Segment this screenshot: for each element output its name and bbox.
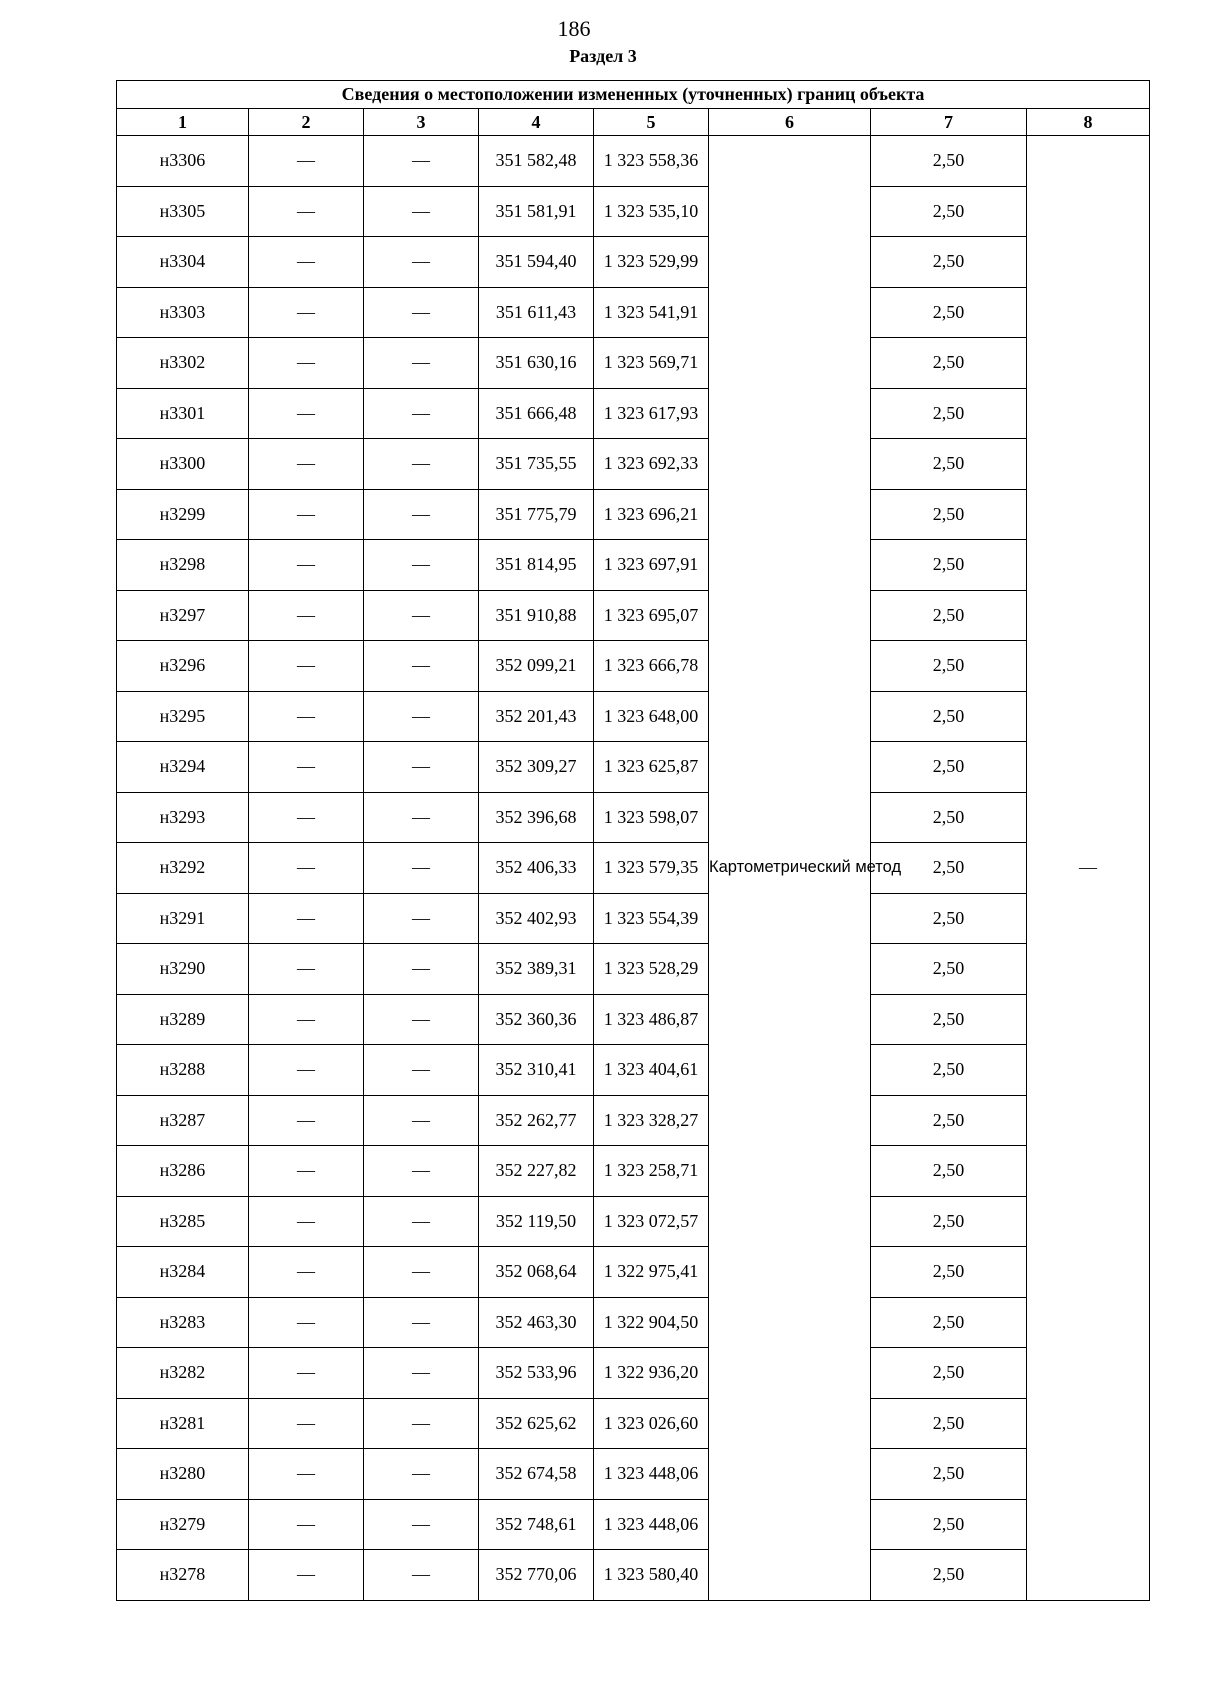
x-coordinate-cell: 352 310,41 [479, 1045, 594, 1096]
accuracy-cell: 2,50 [871, 1247, 1027, 1298]
column-3-cell: — [364, 1499, 479, 1550]
table-caption: Сведения о местоположении измененных (уточненных) границ объекта [117, 81, 1150, 109]
column-3-cell: — [364, 237, 479, 288]
y-coordinate-cell: 1 323 580,40 [594, 1550, 709, 1601]
table-row [117, 1449, 1150, 1500]
table-row [117, 338, 1150, 389]
x-coordinate-cell: 352 360,36 [479, 994, 594, 1045]
point-name-cell: н3287 [117, 1095, 249, 1146]
table-row [117, 691, 1150, 742]
table-row [117, 1146, 1150, 1197]
column-2-cell: — [249, 893, 364, 944]
column-3-cell: — [364, 1550, 479, 1601]
y-coordinate-cell: 1 323 541,91 [594, 287, 709, 338]
x-coordinate-cell: 352 396,68 [479, 792, 594, 843]
column-2-cell: — [249, 439, 364, 490]
point-name-cell: н3286 [117, 1146, 249, 1197]
column-8-cell: — [1027, 136, 1150, 1601]
column-number-6: 6 [709, 109, 871, 136]
table-row [117, 994, 1150, 1045]
column-3-cell: — [364, 944, 479, 995]
y-coordinate-cell: 1 323 598,07 [594, 792, 709, 843]
accuracy-cell: 2,50 [871, 742, 1027, 793]
point-name-cell: н3289 [117, 994, 249, 1045]
column-3-cell: — [364, 994, 479, 1045]
table-row [117, 843, 1150, 894]
x-coordinate-cell: 351 581,91 [479, 186, 594, 237]
table-row [117, 1045, 1150, 1096]
column-3-cell: — [364, 540, 479, 591]
point-name-cell: н3285 [117, 1196, 249, 1247]
x-coordinate-cell: 352 262,77 [479, 1095, 594, 1146]
y-coordinate-cell: 1 323 648,00 [594, 691, 709, 742]
column-3-cell: — [364, 1045, 479, 1096]
y-coordinate-cell: 1 323 404,61 [594, 1045, 709, 1096]
column-3-cell: — [364, 1348, 479, 1399]
accuracy-cell: 2,50 [871, 1297, 1027, 1348]
column-3-cell: — [364, 388, 479, 439]
column-3-cell: — [364, 1247, 479, 1298]
y-coordinate-cell: 1 323 695,07 [594, 590, 709, 641]
column-2-cell: — [249, 1045, 364, 1096]
table-row [117, 944, 1150, 995]
column-3-cell: — [364, 338, 479, 389]
column-3-cell: — [364, 792, 479, 843]
table-row [117, 1348, 1150, 1399]
table-row [117, 893, 1150, 944]
column-number-7: 7 [871, 109, 1027, 136]
column-2-cell: — [249, 489, 364, 540]
column-number-8: 8 [1027, 109, 1150, 136]
y-coordinate-cell: 1 323 528,29 [594, 944, 709, 995]
point-name-cell: н3306 [117, 136, 249, 187]
accuracy-cell: 2,50 [871, 1146, 1027, 1197]
column-2-cell: — [249, 994, 364, 1045]
column-2-cell: — [249, 1398, 364, 1449]
y-coordinate-cell: 1 323 569,71 [594, 338, 709, 389]
x-coordinate-cell: 351 630,16 [479, 338, 594, 389]
x-coordinate-cell: 352 625,62 [479, 1398, 594, 1449]
accuracy-cell: 2,50 [871, 893, 1027, 944]
accuracy-cell: 2,50 [871, 540, 1027, 591]
accuracy-cell: 2,50 [871, 1196, 1027, 1247]
accuracy-cell: 2,50 [871, 186, 1027, 237]
column-2-cell: — [249, 691, 364, 742]
table-row [117, 439, 1150, 490]
column-3-cell: — [364, 641, 479, 692]
column-3-cell: — [364, 1398, 479, 1449]
accuracy-cell: 2,50 [871, 1550, 1027, 1601]
accuracy-cell: 2,50 [871, 287, 1027, 338]
y-coordinate-cell: 1 323 697,91 [594, 540, 709, 591]
x-coordinate-cell: 351 582,48 [479, 136, 594, 187]
accuracy-cell: 2,50 [871, 489, 1027, 540]
x-coordinate-cell: 352 119,50 [479, 1196, 594, 1247]
table-body [117, 136, 1150, 1601]
x-coordinate-cell: 352 402,93 [479, 893, 594, 944]
column-2-cell: — [249, 1348, 364, 1399]
y-coordinate-cell: 1 323 617,93 [594, 388, 709, 439]
accuracy-cell: 2,50 [871, 994, 1027, 1045]
column-2-cell: — [249, 1499, 364, 1550]
y-coordinate-cell: 1 323 529,99 [594, 237, 709, 288]
point-name-cell: н3295 [117, 691, 249, 742]
point-name-cell: н3301 [117, 388, 249, 439]
accuracy-cell: 2,50 [871, 1449, 1027, 1500]
column-2-cell: — [249, 792, 364, 843]
point-name-cell: н3292 [117, 843, 249, 894]
point-name-cell: н3294 [117, 742, 249, 793]
y-coordinate-cell: 1 323 554,39 [594, 893, 709, 944]
y-coordinate-cell: 1 323 696,21 [594, 489, 709, 540]
table-row [117, 1499, 1150, 1550]
column-3-cell: — [364, 893, 479, 944]
accuracy-cell: 2,50 [871, 1045, 1027, 1096]
table-row [117, 641, 1150, 692]
point-name-cell: н3282 [117, 1348, 249, 1399]
column-number-5: 5 [594, 109, 709, 136]
table-row [117, 590, 1150, 641]
x-coordinate-cell: 351 666,48 [479, 388, 594, 439]
table-row [117, 489, 1150, 540]
table-row [117, 388, 1150, 439]
x-coordinate-cell: 352 748,61 [479, 1499, 594, 1550]
point-name-cell: н3304 [117, 237, 249, 288]
column-2-cell: — [249, 1095, 364, 1146]
y-coordinate-cell: 1 322 936,20 [594, 1348, 709, 1399]
column-2-cell: — [249, 186, 364, 237]
y-coordinate-cell: 1 323 579,35 [594, 843, 709, 894]
column-number-1: 1 [117, 109, 249, 136]
method-cell: Картометрический метод [709, 136, 871, 1601]
accuracy-cell: 2,50 [871, 1499, 1027, 1550]
x-coordinate-cell: 352 406,33 [479, 843, 594, 894]
column-3-cell: — [364, 843, 479, 894]
column-number-3: 3 [364, 109, 479, 136]
column-number-2: 2 [249, 109, 364, 136]
table-row [117, 136, 1150, 187]
x-coordinate-cell: 351 611,43 [479, 287, 594, 338]
x-coordinate-cell: 352 201,43 [479, 691, 594, 742]
accuracy-cell: 2,50 [871, 1348, 1027, 1399]
table-row [117, 540, 1150, 591]
column-2-cell: — [249, 1247, 364, 1298]
page-number: 186 [557, 16, 591, 41]
x-coordinate-cell: 352 068,64 [479, 1247, 594, 1298]
x-coordinate-cell: 351 814,95 [479, 540, 594, 591]
accuracy-cell: 2,50 [871, 136, 1027, 187]
column-2-cell: — [249, 338, 364, 389]
x-coordinate-cell: 352 389,31 [479, 944, 594, 995]
table-row [117, 287, 1150, 338]
accuracy-cell: 2,50 [871, 1398, 1027, 1449]
column-2-cell: — [249, 1550, 364, 1601]
accuracy-cell: 2,50 [871, 792, 1027, 843]
accuracy-cell: 2,50 [871, 439, 1027, 490]
column-3-cell: — [364, 489, 479, 540]
table-row [117, 792, 1150, 843]
column-2-cell: — [249, 742, 364, 793]
y-coordinate-cell: 1 323 666,78 [594, 641, 709, 692]
column-2-cell: — [249, 641, 364, 692]
x-coordinate-cell: 352 674,58 [479, 1449, 594, 1500]
y-coordinate-cell: 1 323 328,27 [594, 1095, 709, 1146]
point-name-cell: н3291 [117, 893, 249, 944]
boundary-coordinates-table [116, 80, 1150, 1601]
y-coordinate-cell: 1 323 625,87 [594, 742, 709, 793]
table-row [117, 1550, 1150, 1601]
point-name-cell: н3302 [117, 338, 249, 389]
point-name-cell: н3303 [117, 287, 249, 338]
column-3-cell: — [364, 439, 479, 490]
column-3-cell: — [364, 742, 479, 793]
y-coordinate-cell: 1 323 448,06 [594, 1449, 709, 1500]
y-coordinate-cell: 1 322 904,50 [594, 1297, 709, 1348]
table-row [117, 237, 1150, 288]
point-name-cell: н3280 [117, 1449, 249, 1500]
accuracy-cell: 2,50 [871, 388, 1027, 439]
point-name-cell: н3283 [117, 1297, 249, 1348]
point-name-cell: н3298 [117, 540, 249, 591]
point-name-cell: н3281 [117, 1398, 249, 1449]
accuracy-cell: 2,50 [871, 338, 1027, 389]
x-coordinate-cell: 351 735,55 [479, 439, 594, 490]
column-2-cell: — [249, 1449, 364, 1500]
table-row [117, 1196, 1150, 1247]
column-2-cell: — [249, 1297, 364, 1348]
accuracy-cell: 2,50 [871, 641, 1027, 692]
column-3-cell: — [364, 287, 479, 338]
section-title: Раздел 3 [569, 46, 637, 66]
point-name-cell: н3279 [117, 1499, 249, 1550]
column-2-cell: — [249, 944, 364, 995]
x-coordinate-cell: 351 910,88 [479, 590, 594, 641]
table-row [117, 1095, 1150, 1146]
column-3-cell: — [364, 1146, 479, 1197]
point-name-cell: н3290 [117, 944, 249, 995]
accuracy-cell: 2,50 [871, 944, 1027, 995]
y-coordinate-cell: 1 323 692,33 [594, 439, 709, 490]
column-2-cell: — [249, 136, 364, 187]
x-coordinate-cell: 352 463,30 [479, 1297, 594, 1348]
table-row [117, 742, 1150, 793]
y-coordinate-cell: 1 323 535,10 [594, 186, 709, 237]
point-name-cell: н3305 [117, 186, 249, 237]
point-name-cell: н3296 [117, 641, 249, 692]
column-2-cell: — [249, 843, 364, 894]
column-2-cell: — [249, 1146, 364, 1197]
accuracy-cell: 2,50 [871, 1095, 1027, 1146]
column-number-4: 4 [479, 109, 594, 136]
point-name-cell: н3300 [117, 439, 249, 490]
x-coordinate-cell: 352 227,82 [479, 1146, 594, 1197]
table-row [117, 1247, 1150, 1298]
y-coordinate-cell: 1 323 448,06 [594, 1499, 709, 1550]
column-2-cell: — [249, 590, 364, 641]
table-row [117, 186, 1150, 237]
point-name-cell: н3293 [117, 792, 249, 843]
column-2-cell: — [249, 540, 364, 591]
y-coordinate-cell: 1 323 026,60 [594, 1398, 709, 1449]
accuracy-cell: 2,50 [871, 691, 1027, 742]
column-2-cell: — [249, 1196, 364, 1247]
y-coordinate-cell: 1 322 975,41 [594, 1247, 709, 1298]
x-coordinate-cell: 352 770,06 [479, 1550, 594, 1601]
table-row [117, 1297, 1150, 1348]
y-coordinate-cell: 1 323 486,87 [594, 994, 709, 1045]
accuracy-cell: 2,50 [871, 237, 1027, 288]
x-coordinate-cell: 352 099,21 [479, 641, 594, 692]
point-name-cell: н3284 [117, 1247, 249, 1298]
column-2-cell: — [249, 388, 364, 439]
column-3-cell: — [364, 1196, 479, 1247]
column-3-cell: — [364, 1095, 479, 1146]
column-2-cell: — [249, 237, 364, 288]
y-coordinate-cell: 1 323 258,71 [594, 1146, 709, 1197]
point-name-cell: н3278 [117, 1550, 249, 1601]
x-coordinate-cell: 352 533,96 [479, 1348, 594, 1399]
point-name-cell: н3297 [117, 590, 249, 641]
point-name-cell: н3288 [117, 1045, 249, 1096]
y-coordinate-cell: 1 323 558,36 [594, 136, 709, 187]
column-3-cell: — [364, 136, 479, 187]
column-3-cell: — [364, 186, 479, 237]
x-coordinate-cell: 351 594,40 [479, 237, 594, 288]
column-3-cell: — [364, 691, 479, 742]
column-number-row [117, 109, 1150, 136]
column-3-cell: — [364, 590, 479, 641]
table-row [117, 1398, 1150, 1449]
x-coordinate-cell: 352 309,27 [479, 742, 594, 793]
point-name-cell: н3299 [117, 489, 249, 540]
x-coordinate-cell: 351 775,79 [479, 489, 594, 540]
column-2-cell: — [249, 287, 364, 338]
accuracy-cell: 2,50 [871, 590, 1027, 641]
column-3-cell: — [364, 1297, 479, 1348]
y-coordinate-cell: 1 323 072,57 [594, 1196, 709, 1247]
accuracy-cell: 2,50 [871, 843, 1027, 894]
column-3-cell: — [364, 1449, 479, 1500]
